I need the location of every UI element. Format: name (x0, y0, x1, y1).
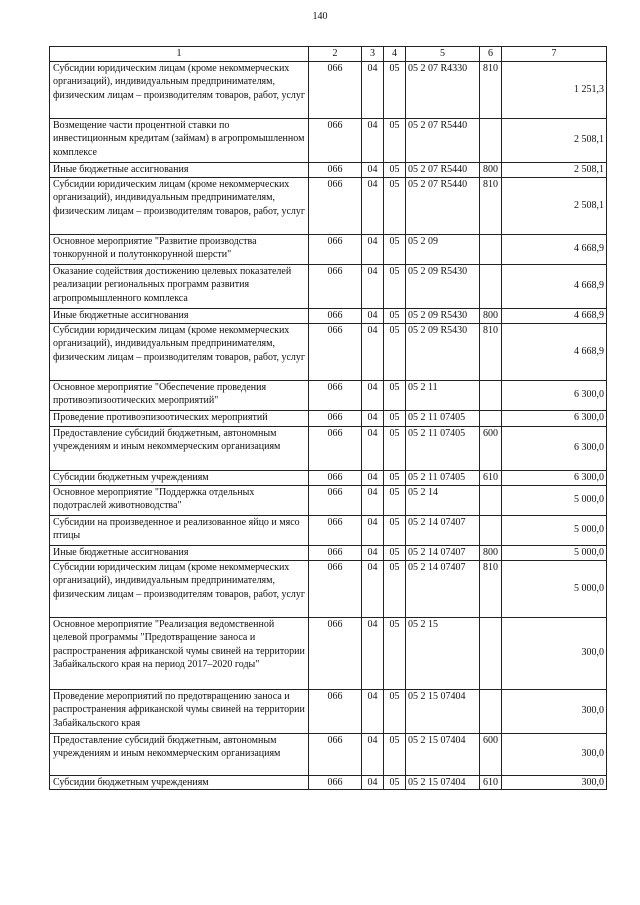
row-subsection: 05 (384, 177, 406, 234)
table-row (50, 733, 607, 775)
row-expense-type: 600 (480, 426, 502, 470)
table-row (50, 560, 607, 617)
row-amount: 6 300,0 (502, 380, 607, 410)
row-subsection: 05 (384, 545, 406, 560)
row-target-code: 05 2 15 07404 (406, 775, 480, 790)
row-subsection: 05 (384, 560, 406, 617)
row-section: 04 (362, 234, 384, 264)
row-name: Иные бюджетные ассигнования (50, 308, 309, 323)
row-section: 04 (362, 118, 384, 162)
row-target-code: 05 2 11 (406, 380, 480, 410)
row-expense-type: 610 (480, 470, 502, 485)
table-row (50, 775, 607, 790)
row-target-code: 05 2 09 (406, 234, 480, 264)
row-subsection: 05 (384, 61, 406, 118)
row-admin-code: 066 (309, 234, 362, 264)
table-row (50, 162, 607, 177)
row-name: Основное мероприятие "Реализация ведомственной целевой программы "Предотвращение заноса и распространения африканской чумы свиней на территории Забайкальского края на период 2017–2020 годы" (50, 617, 309, 689)
table-row (50, 410, 607, 426)
row-section: 04 (362, 323, 384, 380)
row-subsection: 05 (384, 410, 406, 426)
column-header-4: 4 (384, 47, 406, 62)
table-row (50, 617, 607, 689)
row-expense-type: 600 (480, 733, 502, 775)
row-section: 04 (362, 410, 384, 426)
column-header-5: 5 (406, 47, 480, 62)
row-subsection: 05 (384, 118, 406, 162)
row-admin-code: 066 (309, 61, 362, 118)
row-target-code: 05 2 09 R5430 (406, 323, 480, 380)
row-admin-code: 066 (309, 560, 362, 617)
row-subsection: 05 (384, 162, 406, 177)
row-amount: 6 300,0 (502, 470, 607, 485)
row-expense-type: 800 (480, 545, 502, 560)
row-expense-type (480, 118, 502, 162)
table-row (50, 61, 607, 118)
row-name: Основное мероприятие "Обеспечение проведения противоэпизоотических мероприятий" (50, 380, 309, 410)
row-target-code: 05 2 07 R5440 (406, 177, 480, 234)
row-section: 04 (362, 380, 384, 410)
row-admin-code: 066 (309, 689, 362, 733)
table-row (50, 118, 607, 162)
row-admin-code: 066 (309, 162, 362, 177)
row-section: 04 (362, 485, 384, 515)
row-admin-code: 066 (309, 733, 362, 775)
row-amount: 5 000,0 (502, 545, 607, 560)
row-expense-type: 810 (480, 323, 502, 380)
row-admin-code: 066 (309, 323, 362, 380)
row-subsection: 05 (384, 515, 406, 545)
row-admin-code: 066 (309, 177, 362, 234)
row-subsection: 05 (384, 617, 406, 689)
table-row (50, 323, 607, 380)
row-section: 04 (362, 560, 384, 617)
row-name: Проведение противоэпизоотических мероприятий (50, 410, 309, 426)
row-admin-code: 066 (309, 470, 362, 485)
row-name: Субсидии юридическим лицам (кроме некоммерческих организаций), индивидуальным предпринимателям, физическим лицам – производителям товаров, работ, услуг (50, 323, 309, 380)
row-expense-type (480, 410, 502, 426)
column-header-3: 3 (362, 47, 384, 62)
row-name: Возмещение части процентной ставки по инвестиционным кредитам (займам) в агропромышленном комплексе (50, 118, 309, 162)
row-name: Субсидии юридическим лицам (кроме некоммерческих организаций), индивидуальным предпринимателям, физическим лицам – производителям товаров, работ, услуг (50, 61, 309, 118)
row-name: Предоставление субсидий бюджетным, автономным учреждениям и иным некоммерческим организациям (50, 733, 309, 775)
row-subsection: 05 (384, 426, 406, 470)
row-target-code: 05 2 15 07404 (406, 733, 480, 775)
row-amount: 2 508,1 (502, 177, 607, 234)
row-section: 04 (362, 61, 384, 118)
row-name: Основное мероприятие "Поддержка отдельных подотраслей животноводства" (50, 485, 309, 515)
table-row (50, 177, 607, 234)
row-expense-type: 810 (480, 177, 502, 234)
row-admin-code: 066 (309, 545, 362, 560)
row-name: Субсидии юридическим лицам (кроме некоммерческих организаций), индивидуальным предпринимателям, физическим лицам – производителям товаров, работ, услуг (50, 560, 309, 617)
row-target-code: 05 2 09 R5430 (406, 264, 480, 308)
row-section: 04 (362, 775, 384, 790)
row-name: Проведение мероприятий по предотвращению заноса и распространения африканской чумы свиней на территории Забайкальского края (50, 689, 309, 733)
row-expense-type (480, 380, 502, 410)
row-admin-code: 066 (309, 515, 362, 545)
table-row (50, 485, 607, 515)
row-amount: 300,0 (502, 733, 607, 775)
row-subsection: 05 (384, 470, 406, 485)
row-expense-type (480, 515, 502, 545)
row-target-code: 05 2 15 07404 (406, 689, 480, 733)
row-target-code: 05 2 11 07405 (406, 470, 480, 485)
row-expense-type (480, 234, 502, 264)
row-subsection: 05 (384, 775, 406, 790)
table-row (50, 470, 607, 485)
row-admin-code: 066 (309, 380, 362, 410)
row-section: 04 (362, 515, 384, 545)
row-section: 04 (362, 162, 384, 177)
row-expense-type: 610 (480, 775, 502, 790)
row-name: Субсидии на произведенное и реализованное яйцо и мясо птицы (50, 515, 309, 545)
row-expense-type (480, 617, 502, 689)
row-target-code: 05 2 14 07407 (406, 560, 480, 617)
row-section: 04 (362, 426, 384, 470)
table-row (50, 264, 607, 308)
page-number: 140 (312, 11, 328, 22)
row-section: 04 (362, 470, 384, 485)
row-amount: 5 000,0 (502, 485, 607, 515)
row-target-code: 05 2 09 R5430 (406, 308, 480, 323)
row-amount: 6 300,0 (502, 410, 607, 426)
row-target-code: 05 2 07 R4330 (406, 61, 480, 118)
row-section: 04 (362, 689, 384, 733)
table-row (50, 545, 607, 560)
row-section: 04 (362, 733, 384, 775)
row-target-code: 05 2 11 07405 (406, 410, 480, 426)
row-subsection: 05 (384, 380, 406, 410)
row-amount: 300,0 (502, 775, 607, 790)
row-admin-code: 066 (309, 485, 362, 515)
row-subsection: 05 (384, 323, 406, 380)
table-row (50, 308, 607, 323)
row-amount: 4 668,9 (502, 323, 607, 380)
row-subsection: 05 (384, 234, 406, 264)
row-section: 04 (362, 308, 384, 323)
table-row (50, 234, 607, 264)
row-expense-type: 810 (480, 61, 502, 118)
row-amount: 2 508,1 (502, 118, 607, 162)
table-row (50, 689, 607, 733)
row-amount: 300,0 (502, 689, 607, 733)
row-section: 04 (362, 545, 384, 560)
row-amount: 4 668,9 (502, 234, 607, 264)
column-header-7: 7 (502, 47, 607, 62)
row-name: Субсидии бюджетным учреждениям (50, 775, 309, 790)
table-row (50, 515, 607, 545)
table-header-row (50, 47, 607, 62)
row-expense-type: 800 (480, 162, 502, 177)
row-expense-type (480, 689, 502, 733)
row-name: Иные бюджетные ассигнования (50, 545, 309, 560)
row-target-code: 05 2 07 R5440 (406, 118, 480, 162)
column-header-1: 1 (50, 47, 309, 62)
row-target-code: 05 2 11 07405 (406, 426, 480, 470)
row-section: 04 (362, 617, 384, 689)
row-name: Основное мероприятие "Развитие производства тонкорунной и полутонкорунной шерсти" (50, 234, 309, 264)
row-name: Иные бюджетные ассигнования (50, 162, 309, 177)
row-admin-code: 066 (309, 775, 362, 790)
row-admin-code: 066 (309, 617, 362, 689)
table-row (50, 426, 607, 470)
column-header-6: 6 (480, 47, 502, 62)
row-admin-code: 066 (309, 308, 362, 323)
row-subsection: 05 (384, 485, 406, 515)
row-subsection: 05 (384, 689, 406, 733)
row-amount: 5 000,0 (502, 515, 607, 545)
row-target-code: 05 2 14 07407 (406, 545, 480, 560)
row-admin-code: 066 (309, 118, 362, 162)
row-target-code: 05 2 15 (406, 617, 480, 689)
table-row (50, 380, 607, 410)
row-admin-code: 066 (309, 264, 362, 308)
row-name: Субсидии юридическим лицам (кроме некоммерческих организаций), индивидуальным предпринимателям, физическим лицам – производителям товаров, работ, услуг (50, 177, 309, 234)
row-expense-type (480, 485, 502, 515)
row-admin-code: 066 (309, 410, 362, 426)
row-section: 04 (362, 177, 384, 234)
row-expense-type (480, 264, 502, 308)
row-target-code: 05 2 14 07407 (406, 515, 480, 545)
row-name: Оказание содействия достижению целевых показателей реализации региональных программ развития агропромышленного комплекса (50, 264, 309, 308)
row-name: Предоставление субсидий бюджетным, автономным учреждениям и иным некоммерческим организациям (50, 426, 309, 470)
row-amount: 2 508,1 (502, 162, 607, 177)
row-name: Субсидии бюджетным учреждениям (50, 470, 309, 485)
row-section: 04 (362, 264, 384, 308)
row-amount: 5 000,0 (502, 560, 607, 617)
row-expense-type: 810 (480, 560, 502, 617)
row-amount: 4 668,9 (502, 308, 607, 323)
row-subsection: 05 (384, 733, 406, 775)
row-subsection: 05 (384, 308, 406, 323)
row-amount: 300,0 (502, 617, 607, 689)
column-header-2: 2 (309, 47, 362, 62)
row-admin-code: 066 (309, 426, 362, 470)
row-amount: 6 300,0 (502, 426, 607, 470)
row-subsection: 05 (384, 264, 406, 308)
budget-table (49, 46, 607, 790)
row-amount: 1 251,3 (502, 61, 607, 118)
row-target-code: 05 2 07 R5440 (406, 162, 480, 177)
row-target-code: 05 2 14 (406, 485, 480, 515)
row-amount: 4 668,9 (502, 264, 607, 308)
row-expense-type: 800 (480, 308, 502, 323)
